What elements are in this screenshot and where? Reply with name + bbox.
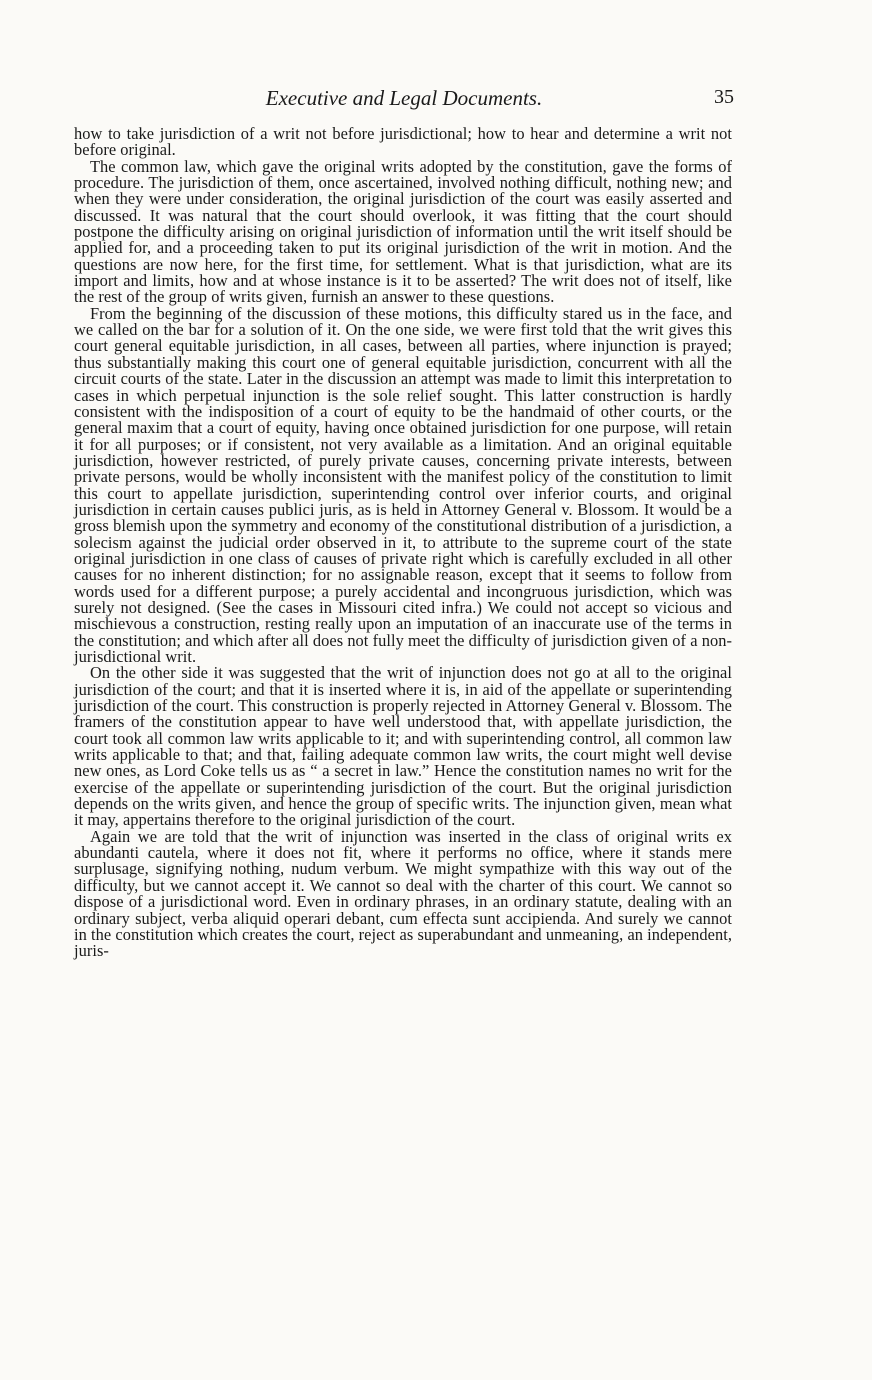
page-number: 35 <box>714 86 734 108</box>
paragraph: Again we are told that the writ of injunction was inserted in the class of original writs ex abundanti cautela, where it does not fit, where it performs no office, where it stands mere surplusage, signifying nothing, nudum verbum. We might sympathize with this way out of the difficulty, but we cannot accept it. We cannot so deal with the charter of this court. We cannot so dispose of a jurisdictional word. Even in ordinary phrases, in an ordinary statute, dealing with an ordinary subject, verba aliquid operari debant, cum effecta sunt accipienda. And surely we cannot in the constitution which creates the court, reject as superabundant and unmeaning, an independent, juris- <box>74 826 732 961</box>
paragraph: On the other side it was suggested that the writ of injunction does not go at all to the original jurisdiction of the court; and that it is inserted where it is, in aid of the appellate or superintending jurisdiction of the court. This construction is properly rejected in Attorney General v. Blossom. The framers of the constitution appear to have well understood that, with appellate jurisdiction, the court took all common law writs applicable to it; and with superintending control, all common law writs applicable to that; and that, failing adequate common law writs, the court might well devise new ones, as Lord Coke tells us as “ a secret in law.” Hence the constitution names no writ for the exercise of the appellate or superintending jurisdiction of the court. But the original jurisdiction depends on the writs given, and hence the group of specific writs. The injunction given, mean what it may, appertains therefore to the original jurisdiction of the court. <box>74 663 732 830</box>
page-header <box>74 86 734 112</box>
paragraph: From the beginning of the discussion of these motions, this difficulty stared us in the face, and we called on the bar for a solution of it. On the one side, we were first told that the writ gives this court general equitable jurisdiction, in all cases, between all parties, where injunction is prayed; thus substantially making this court one of general equitable jurisdiction, concurrent with all the circuit courts of the state. Later in the discussion an attempt was made to limit this interpretation to cases in which perpetual injunction is the sole relief sought. This latter construction is hardly consistent with the indisposition of a court of equity to be the handmaid of other courts, or the general maxim that a court of equity, having once obtained jurisdiction for one purpose, will retain it for all purposes; or if consistent, not very available as a limitation. And an original equitable jurisdiction, however restricted, of purely private causes, concerning private interests, between private persons, would be wholly inconsistent with the manifest policy of the constitution to limit this court to appellate jurisdiction, superintending control over inferior courts, and original jurisdiction in certain causes publici juris, as is held in Attorney General v. Blossom. It would be a gross blemish upon the symmetry and economy of the constitutional distribution of a jurisdiction, a solecism against the judicial order observed in it, to attribute to the supreme court of the state original jurisdiction in one class of causes of private right which is carefully excluded in all other causes for no inherent distinction; for no assignable reason, except that it seems to follow from words used for a different purpose; a purely accidental and incongruous jurisdiction, which was surely not designed. (See the cases in Missouri cited infra.) We could not accept so vicious and mischievous a construction, resting really upon an imputation of an inaccurate use of the terms in the constitution; and which after all does not fully meet the difficulty of jurisdiction given of a non-jurisdictional writ. <box>74 303 732 666</box>
running-title: Executive and Legal Documents. <box>265 86 543 110</box>
paragraph: The common law, which gave the original writs adopted by the constitution, gave the forms of procedure. The jurisdiction of them, once ascertained, involved nothing difficult, nothing new; and when they were under consideration, the original jurisdiction of the court was easily asserted and discussed. It was natural that the court should overlook, it was fitting that the court should postpone the difficulty arising on original jurisdiction of information until the writ itself should be applied for, and a proceeding taken to put its original jurisdiction of the writ in motion. And the questions are now here, for the first time, for settlement. What is that jurisdiction, what are its import and limits, how and at whose instance is it to be asserted? The writ does not of itself, like the rest of the group of writs given, furnish an answer to these questions. <box>74 156 732 307</box>
paragraph-continuation: how to take jurisdiction of a writ not before jurisdictional; how to hear and determine a writ not before original. <box>74 124 732 160</box>
body-text <box>74 126 732 960</box>
